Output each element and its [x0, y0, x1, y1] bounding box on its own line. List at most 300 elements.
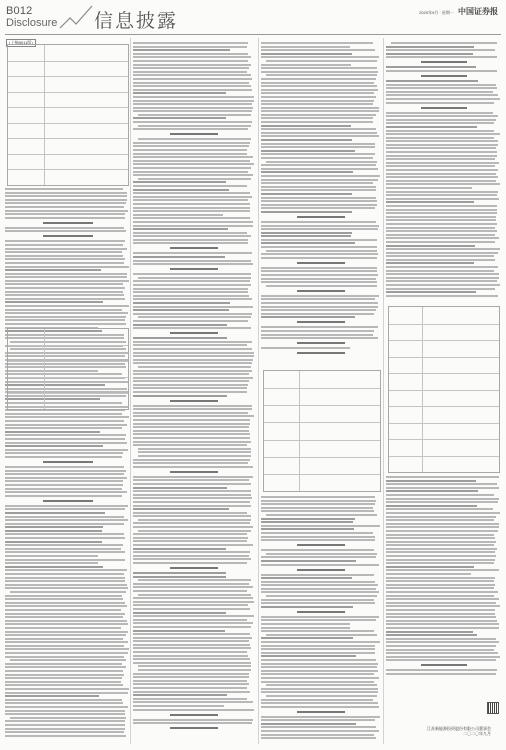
info-table [7, 328, 129, 410]
text-line [138, 316, 251, 318]
section-heading [170, 727, 219, 729]
text-line [5, 452, 123, 454]
text-line [261, 602, 375, 604]
text-line [5, 631, 128, 633]
text-line [261, 326, 378, 328]
text-line [133, 537, 248, 539]
text-line [5, 674, 124, 676]
text-line [5, 276, 127, 278]
text-line [386, 613, 495, 615]
text-line [261, 189, 376, 191]
text-line [386, 102, 494, 104]
text-line [133, 232, 247, 234]
text-line [386, 219, 496, 221]
newspaper-name: 中国证券报 [458, 6, 498, 16]
text-line [386, 530, 498, 532]
text-line [133, 419, 250, 421]
text-line [133, 441, 251, 443]
text-line [133, 74, 251, 76]
text-line [386, 94, 498, 96]
text-line [5, 280, 129, 282]
table-column-rule [299, 371, 300, 491]
text-line [5, 702, 123, 704]
text-line [5, 512, 105, 514]
text-line [133, 709, 254, 711]
text-line [133, 694, 227, 696]
masthead [0, 0, 506, 34]
text-line [261, 663, 378, 665]
text-line [386, 147, 496, 149]
text-line [386, 616, 496, 618]
text-line [386, 577, 495, 579]
table-row [264, 440, 380, 441]
text-line [386, 656, 500, 658]
text-line [5, 530, 102, 532]
text-line [261, 549, 374, 551]
text-line [133, 78, 252, 80]
text-line [133, 67, 249, 69]
text-line [133, 701, 253, 703]
text-line [5, 577, 125, 579]
text-line [133, 203, 250, 205]
text-line [133, 235, 251, 237]
text-line [261, 267, 377, 269]
text-line [261, 179, 378, 181]
text-line [261, 139, 352, 141]
text-line [261, 641, 380, 643]
text-line [5, 199, 127, 201]
text-line [133, 214, 223, 216]
text-line [261, 337, 378, 339]
section-heading [297, 569, 345, 571]
text-line [261, 723, 356, 725]
text-line [261, 49, 375, 51]
text-lines [386, 42, 501, 298]
text-line [133, 288, 248, 290]
text-line [133, 149, 247, 151]
text-line [133, 53, 248, 55]
text-line [386, 91, 493, 93]
text-line [5, 551, 125, 553]
text-line [133, 651, 247, 653]
text-line [5, 663, 122, 665]
text-line [261, 670, 378, 672]
text-line [133, 96, 254, 98]
text-line [133, 626, 251, 628]
text-line [133, 377, 253, 379]
text-line [5, 710, 125, 712]
text-line [133, 637, 252, 639]
text-line [133, 355, 254, 357]
text-line [5, 562, 98, 564]
text-line [133, 163, 254, 165]
text-line [5, 230, 126, 232]
text-line [261, 89, 378, 91]
text-line [261, 539, 375, 541]
text-line [133, 640, 249, 642]
text-line [133, 622, 253, 624]
text-line [5, 728, 125, 730]
text-line [133, 221, 253, 223]
text-line [5, 495, 122, 497]
text-line [5, 555, 98, 557]
text-line [386, 487, 499, 489]
text-line [5, 192, 127, 194]
text-line [133, 60, 248, 62]
text-line [133, 508, 229, 510]
text-line [133, 601, 254, 603]
text-line [133, 687, 247, 689]
text-line [133, 128, 248, 130]
text-line [386, 498, 499, 500]
text-line [386, 201, 474, 203]
text-line [133, 466, 253, 468]
text-line [133, 501, 250, 503]
text-line [261, 125, 351, 127]
text-line [5, 670, 123, 672]
header-right [419, 6, 498, 17]
text-line [261, 313, 374, 315]
text-line [138, 114, 251, 116]
text-line [386, 494, 494, 496]
text-line [261, 274, 378, 276]
text-line [133, 497, 252, 499]
text-line [133, 540, 247, 542]
text-line [5, 634, 126, 636]
text-line [5, 598, 123, 600]
text-line [386, 87, 497, 89]
text-line [386, 573, 471, 575]
table-row [389, 324, 499, 325]
text-line [133, 309, 229, 311]
text-line [266, 285, 377, 287]
text-line [133, 544, 253, 546]
text-line [5, 544, 123, 546]
text-line [5, 645, 124, 647]
text-line [133, 391, 247, 393]
text-line [261, 235, 351, 237]
section-heading [170, 247, 219, 249]
section-slash-icon [58, 4, 94, 32]
text-line [386, 526, 499, 528]
text-line [386, 537, 495, 539]
text-line [133, 426, 249, 428]
text-line [133, 85, 251, 87]
section-heading [421, 664, 467, 666]
text-line [386, 277, 499, 279]
text-line [261, 157, 373, 159]
text-line [5, 413, 122, 415]
text-line [5, 623, 128, 625]
text-line [386, 595, 494, 597]
text-line [386, 176, 498, 178]
section-heading [170, 133, 219, 135]
text-line [386, 66, 476, 68]
text-line [261, 730, 379, 732]
text-line [133, 370, 252, 372]
text-line [133, 408, 252, 410]
table-column-rule [44, 329, 45, 409]
text-line [5, 695, 99, 697]
text-line [5, 720, 125, 722]
table-row [8, 361, 128, 362]
text-line [261, 85, 377, 87]
text-line [386, 252, 498, 254]
text-line [5, 627, 121, 629]
text-line [5, 287, 125, 289]
text-line [386, 169, 498, 171]
text-line [133, 306, 253, 308]
text-line [261, 719, 375, 721]
signature-lines [427, 726, 491, 736]
text-line [386, 126, 477, 128]
text-line [5, 480, 123, 482]
table-row [8, 377, 128, 378]
text-line [261, 726, 376, 728]
text-line [5, 248, 127, 250]
text-line [5, 294, 124, 296]
text-line [5, 656, 124, 658]
text-line [261, 302, 378, 304]
text-line [133, 615, 254, 617]
text-line [261, 630, 374, 632]
text-line [138, 277, 251, 279]
text-line [261, 560, 356, 562]
text-line [133, 103, 252, 105]
text-line [133, 512, 247, 514]
table-row [264, 457, 380, 458]
text-line [133, 174, 253, 176]
column-divider [130, 38, 131, 744]
text-line [133, 110, 252, 112]
section-heading [297, 544, 345, 546]
text-line [138, 178, 251, 180]
text-line [261, 132, 377, 134]
table-row [8, 154, 128, 155]
text-line [261, 143, 375, 145]
text-line [261, 659, 376, 661]
text-line [5, 587, 128, 589]
text-line [5, 255, 123, 257]
text-line [261, 599, 374, 601]
text-line [133, 295, 249, 297]
text-line [261, 510, 374, 512]
text-line [133, 612, 226, 614]
text-line [386, 162, 499, 164]
text-line [5, 438, 125, 440]
info-table [388, 306, 500, 473]
text-line [133, 49, 230, 51]
text-line [10, 591, 126, 593]
text-line [133, 676, 249, 678]
text-line [261, 677, 379, 679]
text-line [133, 505, 251, 507]
section-heading [170, 268, 219, 270]
text-line [5, 537, 125, 539]
text-line [386, 133, 500, 135]
section-heading [421, 107, 467, 109]
text-line [386, 541, 496, 543]
text-line [261, 64, 351, 66]
text-line [5, 427, 122, 429]
text-line [133, 604, 248, 606]
text-line [386, 673, 496, 675]
text-line [261, 121, 373, 123]
text-line [261, 56, 379, 58]
text-lines [133, 42, 255, 732]
text-line [386, 591, 498, 593]
text-line [261, 67, 377, 69]
qr-code-icon [487, 702, 499, 714]
text-line [5, 731, 124, 733]
text-line [5, 706, 128, 708]
text-line [386, 587, 494, 589]
text-line [133, 384, 248, 386]
text-line [133, 483, 251, 485]
text-line [261, 246, 377, 248]
table-row [264, 422, 380, 423]
table-row [389, 373, 499, 374]
text-line [386, 227, 495, 229]
text-line [133, 423, 250, 425]
text-line [133, 82, 249, 84]
table-row [8, 123, 128, 124]
text-line [266, 514, 377, 516]
text-line [261, 221, 376, 223]
text-line [133, 515, 251, 517]
table-row [264, 388, 380, 389]
text-line [261, 211, 352, 213]
masthead-rule [5, 34, 501, 35]
section-heading [297, 216, 345, 218]
text-line [386, 234, 495, 236]
text-line [133, 479, 249, 481]
table-row [8, 61, 128, 62]
text-line [133, 597, 253, 599]
text-line [5, 217, 125, 219]
text-line [133, 107, 253, 109]
text-line [386, 634, 477, 636]
text-line [133, 533, 247, 535]
text-line [133, 344, 247, 346]
text-line [261, 645, 375, 647]
text-line [133, 430, 249, 432]
text-line [133, 291, 248, 293]
text-line [261, 619, 376, 621]
text-line [5, 519, 128, 521]
text-line [133, 362, 252, 364]
text-line [133, 256, 225, 258]
text-line [133, 433, 250, 435]
text-line [5, 269, 101, 271]
text-line [386, 659, 496, 661]
text-line [5, 605, 127, 607]
text-line [261, 681, 374, 683]
text-line [386, 262, 474, 264]
text-line [386, 566, 474, 568]
text-line [133, 359, 253, 361]
text-line [5, 305, 129, 307]
text-line [133, 252, 252, 254]
text-line [261, 257, 377, 259]
text-line [133, 324, 227, 326]
text-line [133, 142, 250, 144]
text-line [261, 623, 350, 625]
text-line [133, 92, 226, 94]
text-line [386, 56, 497, 58]
text-line [133, 380, 249, 382]
text-line [138, 455, 251, 457]
text-line [133, 42, 248, 44]
text-line [5, 713, 125, 715]
text-line [261, 536, 375, 538]
text-line [386, 115, 498, 117]
text-line [133, 555, 249, 557]
text-line [386, 288, 495, 290]
text-line [133, 156, 253, 158]
text-line [5, 602, 125, 604]
text-line [5, 641, 128, 643]
text-line [386, 205, 497, 207]
text-line [133, 462, 248, 464]
text-line [133, 551, 250, 553]
text-line [5, 301, 103, 303]
text-line [133, 313, 252, 315]
text-line [386, 137, 494, 139]
table-row [264, 405, 380, 406]
table-row [8, 92, 128, 93]
text-line [133, 719, 253, 721]
text-line [386, 569, 499, 571]
text-line [133, 630, 225, 632]
text-line [261, 135, 379, 137]
info-table [263, 370, 381, 492]
text-line [5, 735, 126, 737]
text-line [5, 584, 127, 586]
text-line [5, 638, 123, 640]
text-line [133, 225, 253, 227]
text-line [261, 298, 375, 300]
text-line [261, 532, 373, 534]
text-line [386, 551, 495, 553]
text-line [5, 491, 127, 493]
text-line [5, 484, 123, 486]
text-line [261, 716, 380, 718]
text-line [133, 298, 252, 300]
text-line [261, 207, 375, 209]
text-line [5, 699, 122, 701]
text-line [133, 644, 250, 646]
text-line [5, 316, 126, 318]
text-line [386, 548, 497, 550]
text-line [386, 209, 497, 211]
text-line [133, 412, 248, 414]
text-line [261, 655, 356, 657]
section-heading [43, 235, 93, 237]
table-row [264, 474, 380, 475]
text-line [133, 476, 253, 478]
text-line [261, 306, 378, 308]
text-line [386, 620, 497, 622]
text-line [261, 239, 377, 241]
text-line [133, 558, 251, 560]
text-line [133, 494, 251, 496]
text-line [5, 724, 125, 726]
text-line [386, 609, 495, 611]
text-line [5, 516, 124, 518]
text-line [133, 153, 247, 155]
table-row [8, 138, 128, 139]
